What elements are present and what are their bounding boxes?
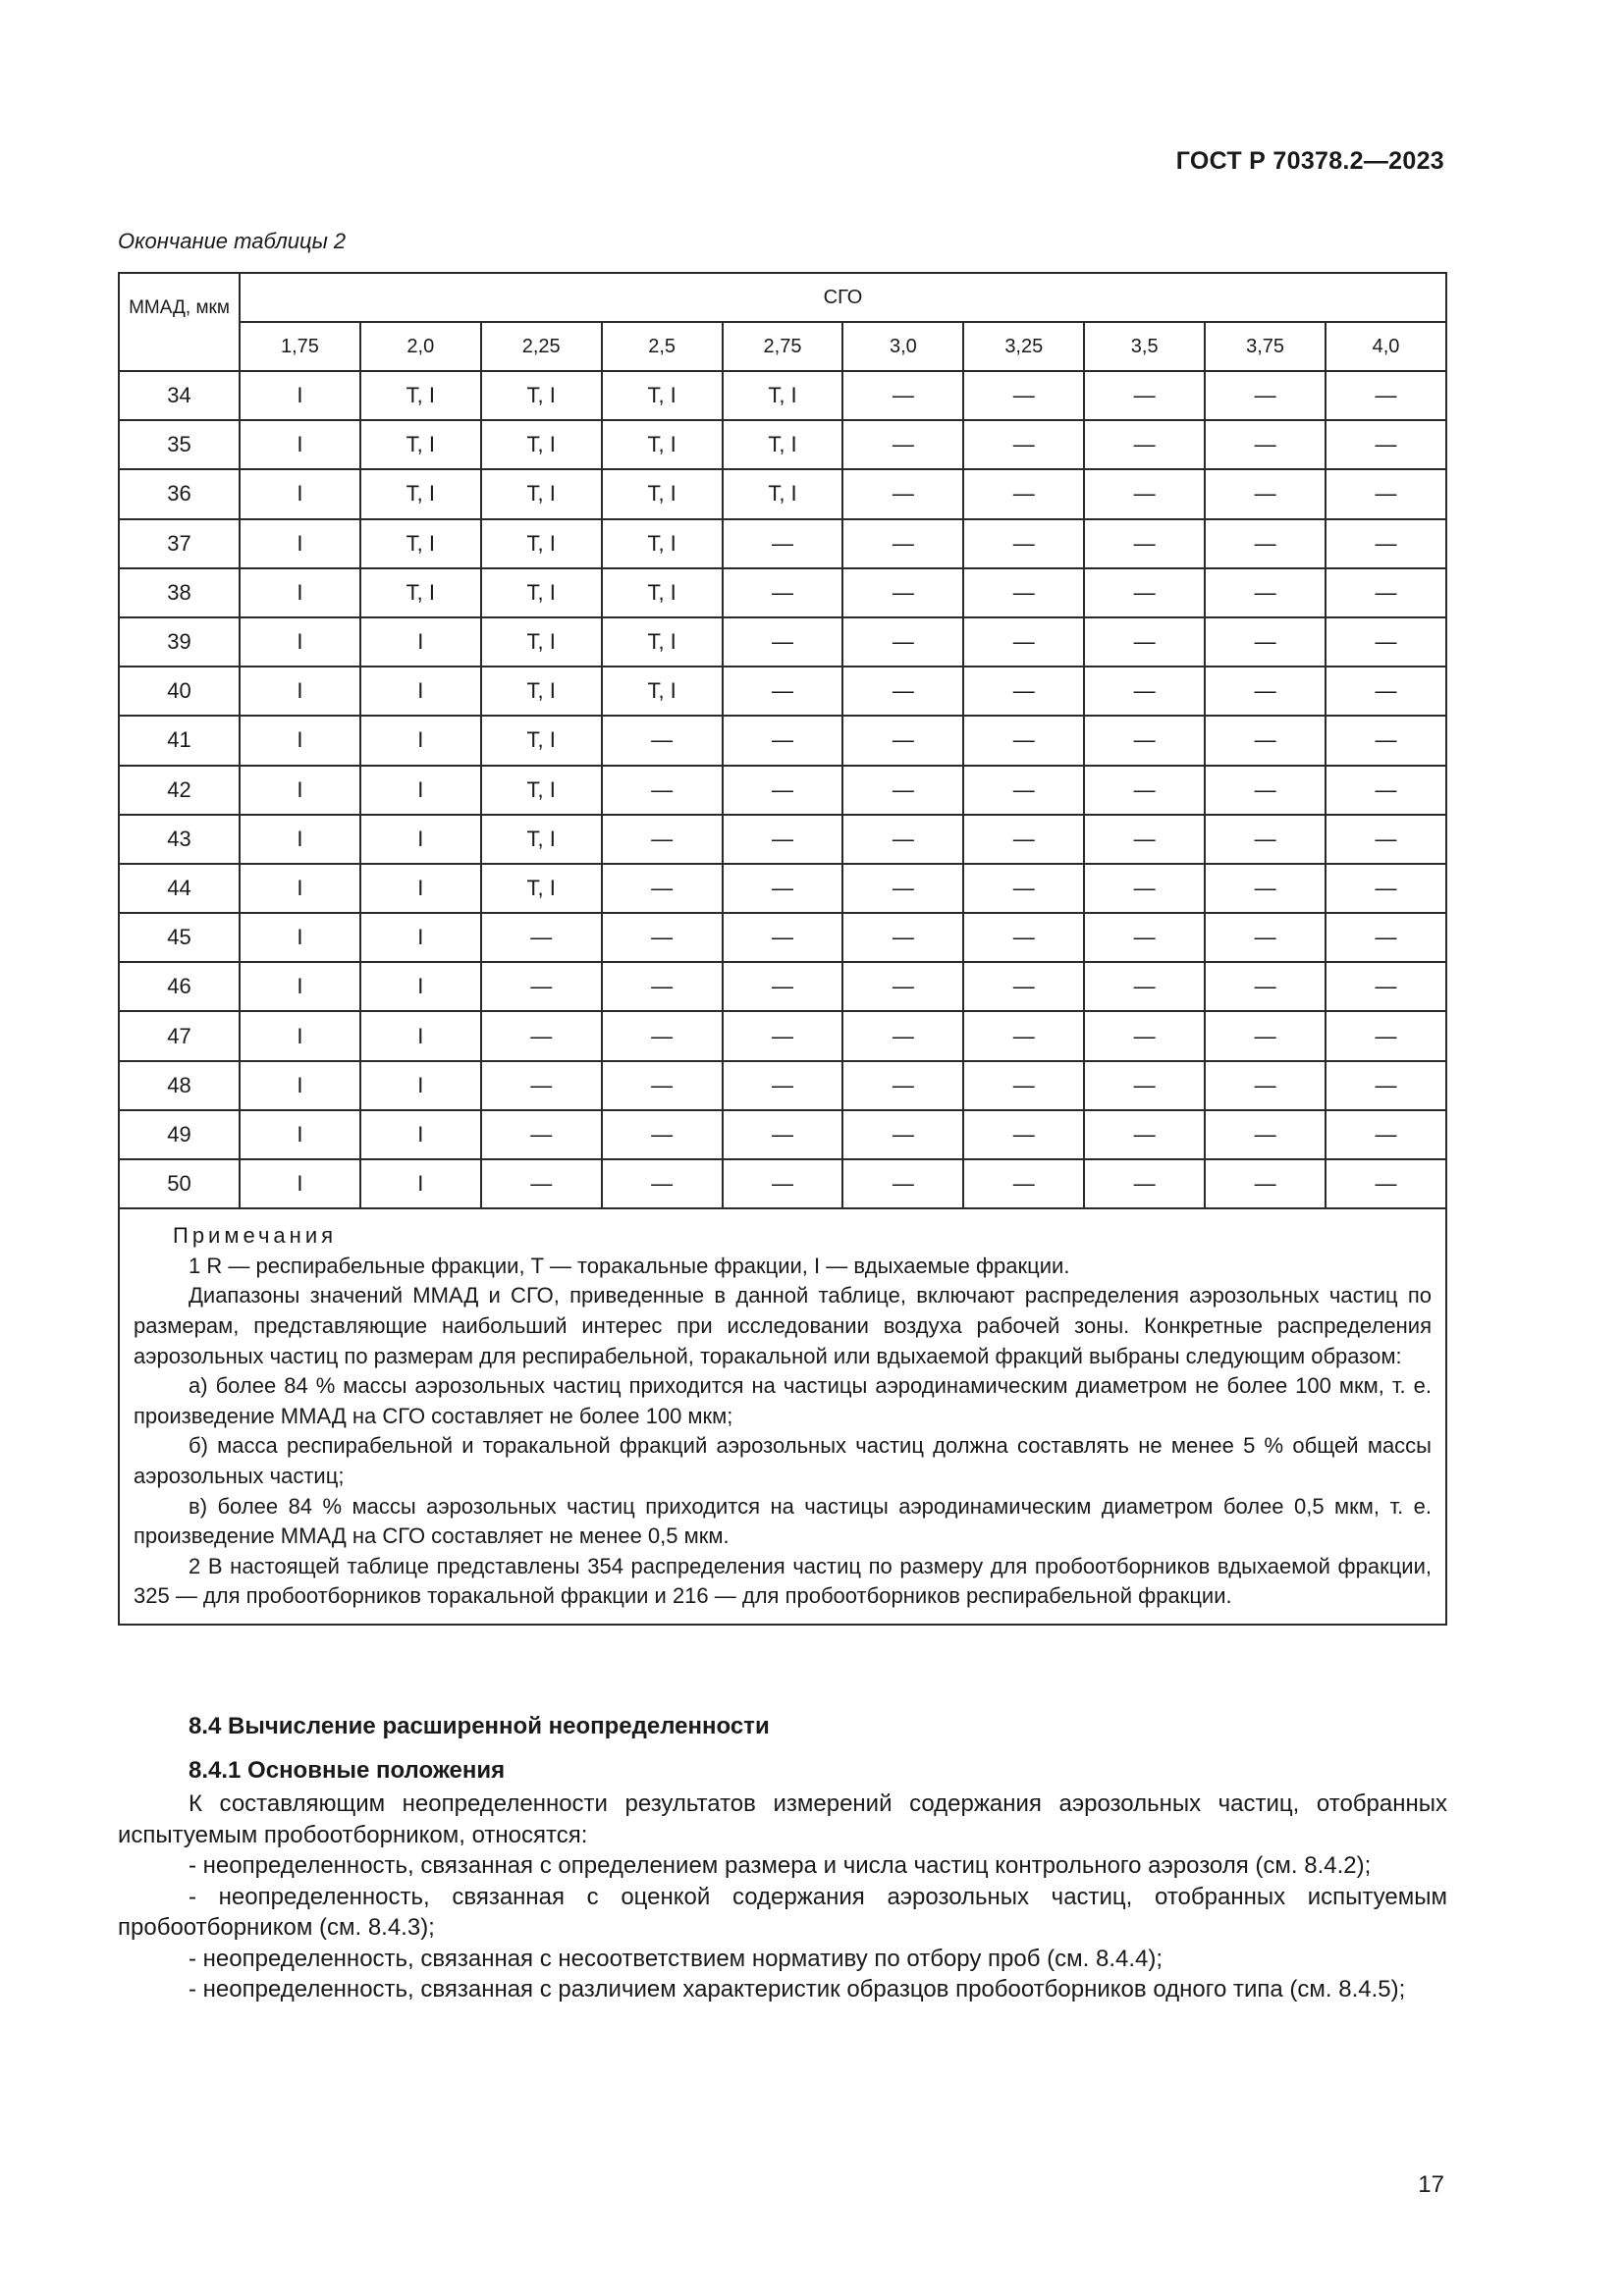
table-cell: — [1205,371,1326,420]
table-cell: I [240,766,360,815]
section-body [118,1789,1447,2005]
table-cell: — [963,1061,1084,1110]
sgo-value-header: 3,0 [842,322,963,371]
table-cell: — [1084,913,1205,962]
sgo-value-header: 2,25 [481,322,602,371]
table-cell: — [1084,766,1205,815]
table-cell: — [723,815,843,864]
table-cell: — [842,469,963,518]
table-cell: — [1205,962,1326,1011]
table-cell: — [1084,469,1205,518]
table-row [119,420,1446,469]
table-cell: I [360,716,481,765]
table-cell: — [842,519,963,568]
table-cell: — [1084,667,1205,716]
table-cell: — [723,766,843,815]
notes-row [119,1208,1446,1625]
table-cell: T, I [602,519,723,568]
table-cell: — [1326,420,1446,469]
table-cell: T, I [360,469,481,518]
table-cell: — [1205,1110,1326,1159]
table-cell: — [481,913,602,962]
table-cell: — [1326,864,1446,913]
table-cell: I [240,371,360,420]
table-cell: T, I [602,568,723,617]
document-code: ГОСТ Р 70378.2—2023 [1175,147,1444,175]
table-cell: — [1205,617,1326,667]
table-cell: I [360,617,481,667]
sgo-value-header: 2,5 [602,322,723,371]
table-cell: — [1205,716,1326,765]
table-cell: — [842,1011,963,1060]
table-cell: — [1326,519,1446,568]
table-cell: — [1084,617,1205,667]
table-cell: — [1084,962,1205,1011]
table-cell: — [602,913,723,962]
table-cell: — [723,864,843,913]
table-cell: — [1326,766,1446,815]
table-cell: — [1326,371,1446,420]
table-cell: I [360,815,481,864]
table-cell: — [842,864,963,913]
body-paragraph: - неопределенность, связанная с определением размера и числа частиц контрольного аэрозоля (см. 8.4.2); [189,1852,1372,1879]
table-cell: — [1205,469,1326,518]
table-cell: I [240,469,360,518]
table-cell: — [481,1061,602,1110]
table-row [119,371,1446,420]
table-cell: — [842,617,963,667]
body-paragraph: - неопределенность, связанная с оценкой содержания аэрозольных частиц, отобранных испытуемым пробоотборником (см. 8.4.3); [118,1883,1447,1941]
table-row [119,864,1446,913]
sgo-header: СГО [240,273,1446,322]
table-row [119,667,1446,716]
table-cell: I [360,667,481,716]
table-cell: I [240,815,360,864]
table-cell: T, I [602,617,723,667]
table-cell: — [481,1011,602,1060]
table-row [119,815,1446,864]
table-cell: — [842,1110,963,1159]
table-cell: T, I [481,568,602,617]
sgo-value-header: 2,0 [360,322,481,371]
notes-title: Примечания [173,1223,338,1249]
table-cell: — [842,962,963,1011]
table-cell: — [1326,1159,1446,1208]
table-cell: — [963,371,1084,420]
table-cell: — [842,1061,963,1110]
table-cell: — [963,766,1084,815]
table-cell: — [1326,1110,1446,1159]
table-cell: T, I [602,420,723,469]
table-cell: T, I [481,766,602,815]
table-cell: I [360,864,481,913]
sgo-value-header: 1,75 [240,322,360,371]
table-cell: T, I [481,716,602,765]
table-cell: — [481,962,602,1011]
table-cell: — [963,1159,1084,1208]
table-cell: I [240,1011,360,1060]
table-cell: — [602,1011,723,1060]
table-cell: I [360,1061,481,1110]
table-cell: — [1205,815,1326,864]
sgo-value-header: 3,75 [1205,322,1326,371]
table-row [119,519,1446,568]
table-cell: — [1084,420,1205,469]
page-number: 17 [1418,2171,1444,2198]
table-cell: — [1084,864,1205,913]
note-line: Диапазоны значений ММАД и СГО, приведенные в данной таблице, включают распределения аэрозольных частиц по размерам, представляющие наибольший интерес при исследовании воздуха рабочей зоны. Конкретные распределения аэрозольных частиц по размерам для респирабельной, торакальной или вдыхаемой фракций выбраны следующим образом: [134,1283,1432,1368]
table-cell: — [1326,1011,1446,1060]
table-cell: — [1326,469,1446,518]
mmad-cell: 40 [119,667,240,716]
table-cell: T, I [481,815,602,864]
table-cell: T, I [481,864,602,913]
table-cell: — [963,1011,1084,1060]
table-cell: I [240,617,360,667]
body-paragraph: - неопределенность, связанная с различием характеристик образцов пробоотборников одного типа (см. 8.4.5); [189,1976,1406,2002]
table-row [119,1011,1446,1060]
table-cell: I [240,913,360,962]
mmad-cell: 43 [119,815,240,864]
table-cell: — [481,1159,602,1208]
table-cell: — [723,913,843,962]
table-cell: — [1205,667,1326,716]
mmad-cell: 45 [119,913,240,962]
table-cell: — [842,667,963,716]
table-cell: — [602,1061,723,1110]
table-cell: T, I [723,469,843,518]
table-cell: T, I [602,667,723,716]
table-cell: — [723,1159,843,1208]
table-cell: — [1084,371,1205,420]
mmad-cell: 50 [119,1159,240,1208]
table-cell: — [963,913,1084,962]
table-cell: — [1326,913,1446,962]
table-cell: — [842,913,963,962]
table-cell: — [842,716,963,765]
table-cell: — [963,864,1084,913]
table-cell: — [1205,1011,1326,1060]
table-cell: — [1205,519,1326,568]
table-cell: — [842,1159,963,1208]
table-cell: I [360,1159,481,1208]
table-cell: — [723,1011,843,1060]
mmad-cell: 34 [119,371,240,420]
mmad-cell: 49 [119,1110,240,1159]
table-cell: I [360,766,481,815]
table-cell: — [1084,1110,1205,1159]
table-row [119,1110,1446,1159]
table-cell: — [1326,568,1446,617]
table-cell: — [723,716,843,765]
table-cell: — [963,1110,1084,1159]
table-cell: — [1084,568,1205,617]
table-cell: — [1205,1061,1326,1110]
table-cell: — [842,568,963,617]
table-cell: I [240,1061,360,1110]
mmad-cell: 39 [119,617,240,667]
table-cell: — [1084,815,1205,864]
mmad-cell: 44 [119,864,240,913]
table-cell: — [723,1110,843,1159]
table-row [119,716,1446,765]
mmad-header: ММАД, мкм [119,273,240,371]
table-cell: T, I [481,371,602,420]
table-cell: I [360,1110,481,1159]
table-row [119,962,1446,1011]
table-cell: — [723,1061,843,1110]
table-row [119,568,1446,617]
mmad-cell: 46 [119,962,240,1011]
table-cell: T, I [723,371,843,420]
note-line: б) масса респирабельной и торакальной фракций аэрозольных частиц должна составлять не менее 5 % общей массы аэрозольных частиц; [134,1433,1432,1488]
note-line: в) более 84 % массы аэрозольных частиц приходится на частицы аэродинамическим диаметром более 0,5 мкм, т. е. произведение ММАД на СГО составляет не менее 0,5 мкм. [134,1493,1432,1549]
table-cell: — [602,864,723,913]
mmad-cell: 48 [119,1061,240,1110]
table-cell: — [1084,716,1205,765]
table-cell: — [602,962,723,1011]
table-row [119,766,1446,815]
table-notes [119,1208,1446,1625]
table-cell: — [723,519,843,568]
table-cell: — [602,815,723,864]
table-cell: I [240,667,360,716]
table-cell: — [963,568,1084,617]
mmad-cell: 38 [119,568,240,617]
table-caption: Окончание таблицы 2 [118,229,347,253]
table-cell: — [723,568,843,617]
table-cell: — [963,519,1084,568]
table-cell: — [1084,519,1205,568]
table-cell: — [602,1110,723,1159]
body-paragraph: К составляющим неопределенности результатов измерений содержания аэрозольных частиц, отобранных испытуемым пробоотборником, относятся: [118,1790,1447,1848]
table-cell: T, I [360,519,481,568]
table-cell: — [602,766,723,815]
table-cell: — [602,1159,723,1208]
table-cell: T, I [481,617,602,667]
table-cell: I [360,962,481,1011]
table-cell: — [842,815,963,864]
mmad-cell: 41 [119,716,240,765]
table-row [119,1159,1446,1208]
sgo-value-header: 3,25 [963,322,1084,371]
table-cell: — [963,815,1084,864]
table-cell: — [1205,568,1326,617]
table-row [119,469,1446,518]
table-cell: — [963,716,1084,765]
table-cell: — [842,420,963,469]
table-cell: — [1326,815,1446,864]
table-cell: — [1205,420,1326,469]
table-cell: I [360,1011,481,1060]
mmad-cell: 42 [119,766,240,815]
table-cell: — [963,420,1084,469]
body-paragraph: - неопределенность, связанная с несоответствием нормативу по отбору проб (см. 8.4.4); [189,1945,1164,1972]
table-cell: T, I [360,568,481,617]
section-heading-8-4: 8.4 Вычисление расширенной неопределенности [189,1713,770,1739]
table-cell: I [240,864,360,913]
table-cell: — [723,962,843,1011]
table-cell: — [1326,716,1446,765]
table-cell: — [963,962,1084,1011]
note-line: 1 R — респирабельные фракции, T — торакальные фракции, I — вдыхаемые фракции. [189,1253,1070,1278]
table-cell: — [723,667,843,716]
table-cell: I [240,1159,360,1208]
table-cell: I [240,1110,360,1159]
table-cell: — [1084,1011,1205,1060]
table-cell: — [1084,1159,1205,1208]
table-cell: T, I [602,469,723,518]
table-cell: — [1326,1061,1446,1110]
table-cell: — [602,716,723,765]
table-row [119,1061,1446,1110]
table-cell: — [842,371,963,420]
table-cell: T, I [360,371,481,420]
data-table [118,272,1447,1626]
table-cell: I [240,519,360,568]
table-cell: — [1205,913,1326,962]
sgo-value-header: 2,75 [723,322,843,371]
table-cell: I [240,962,360,1011]
table-cell: I [240,716,360,765]
mmad-cell: 47 [119,1011,240,1060]
mmad-cell: 37 [119,519,240,568]
table-cell: T, I [481,469,602,518]
table-cell: — [1205,864,1326,913]
table-cell: — [1205,766,1326,815]
section-heading-8-4-1: 8.4.1 Основные положения [189,1757,506,1784]
table-cell: T, I [723,420,843,469]
sgo-value-header: 3,5 [1084,322,1205,371]
table-cell: — [963,469,1084,518]
table-cell: I [240,420,360,469]
mmad-cell: 35 [119,420,240,469]
table-cell: — [963,617,1084,667]
sgo-value-header: 4,0 [1326,322,1446,371]
note-line: 2 В настоящей таблице представлены 354 распределения частиц по размеру для пробоотборников вдыхаемой фракции, 325 — для пробоотборников торакальной фракции и 216 — для пробоотборников респирабельной фракции. [134,1553,1432,1609]
table-cell: — [1084,1061,1205,1110]
table-cell: — [1326,617,1446,667]
table-cell: T, I [602,371,723,420]
table-cell: — [1326,962,1446,1011]
table-cell: — [481,1110,602,1159]
table-row [119,913,1446,962]
table-cell: T, I [481,420,602,469]
table-cell: I [240,568,360,617]
table-cell: — [1326,667,1446,716]
mmad-cell: 36 [119,469,240,518]
table-cell: T, I [481,519,602,568]
table-cell: — [1205,1159,1326,1208]
table-cell: T, I [360,420,481,469]
table-cell: — [842,766,963,815]
note-line: а) более 84 % массы аэрозольных частиц приходится на частицы аэродинамическим диаметром не более 100 мкм, т. е. произведение ММАД на СГО составляет не более 100 мкм; [134,1373,1432,1428]
table-cell: I [360,913,481,962]
table-cell: — [723,617,843,667]
table-cell: T, I [481,667,602,716]
table-cell: — [963,667,1084,716]
table-row [119,617,1446,667]
